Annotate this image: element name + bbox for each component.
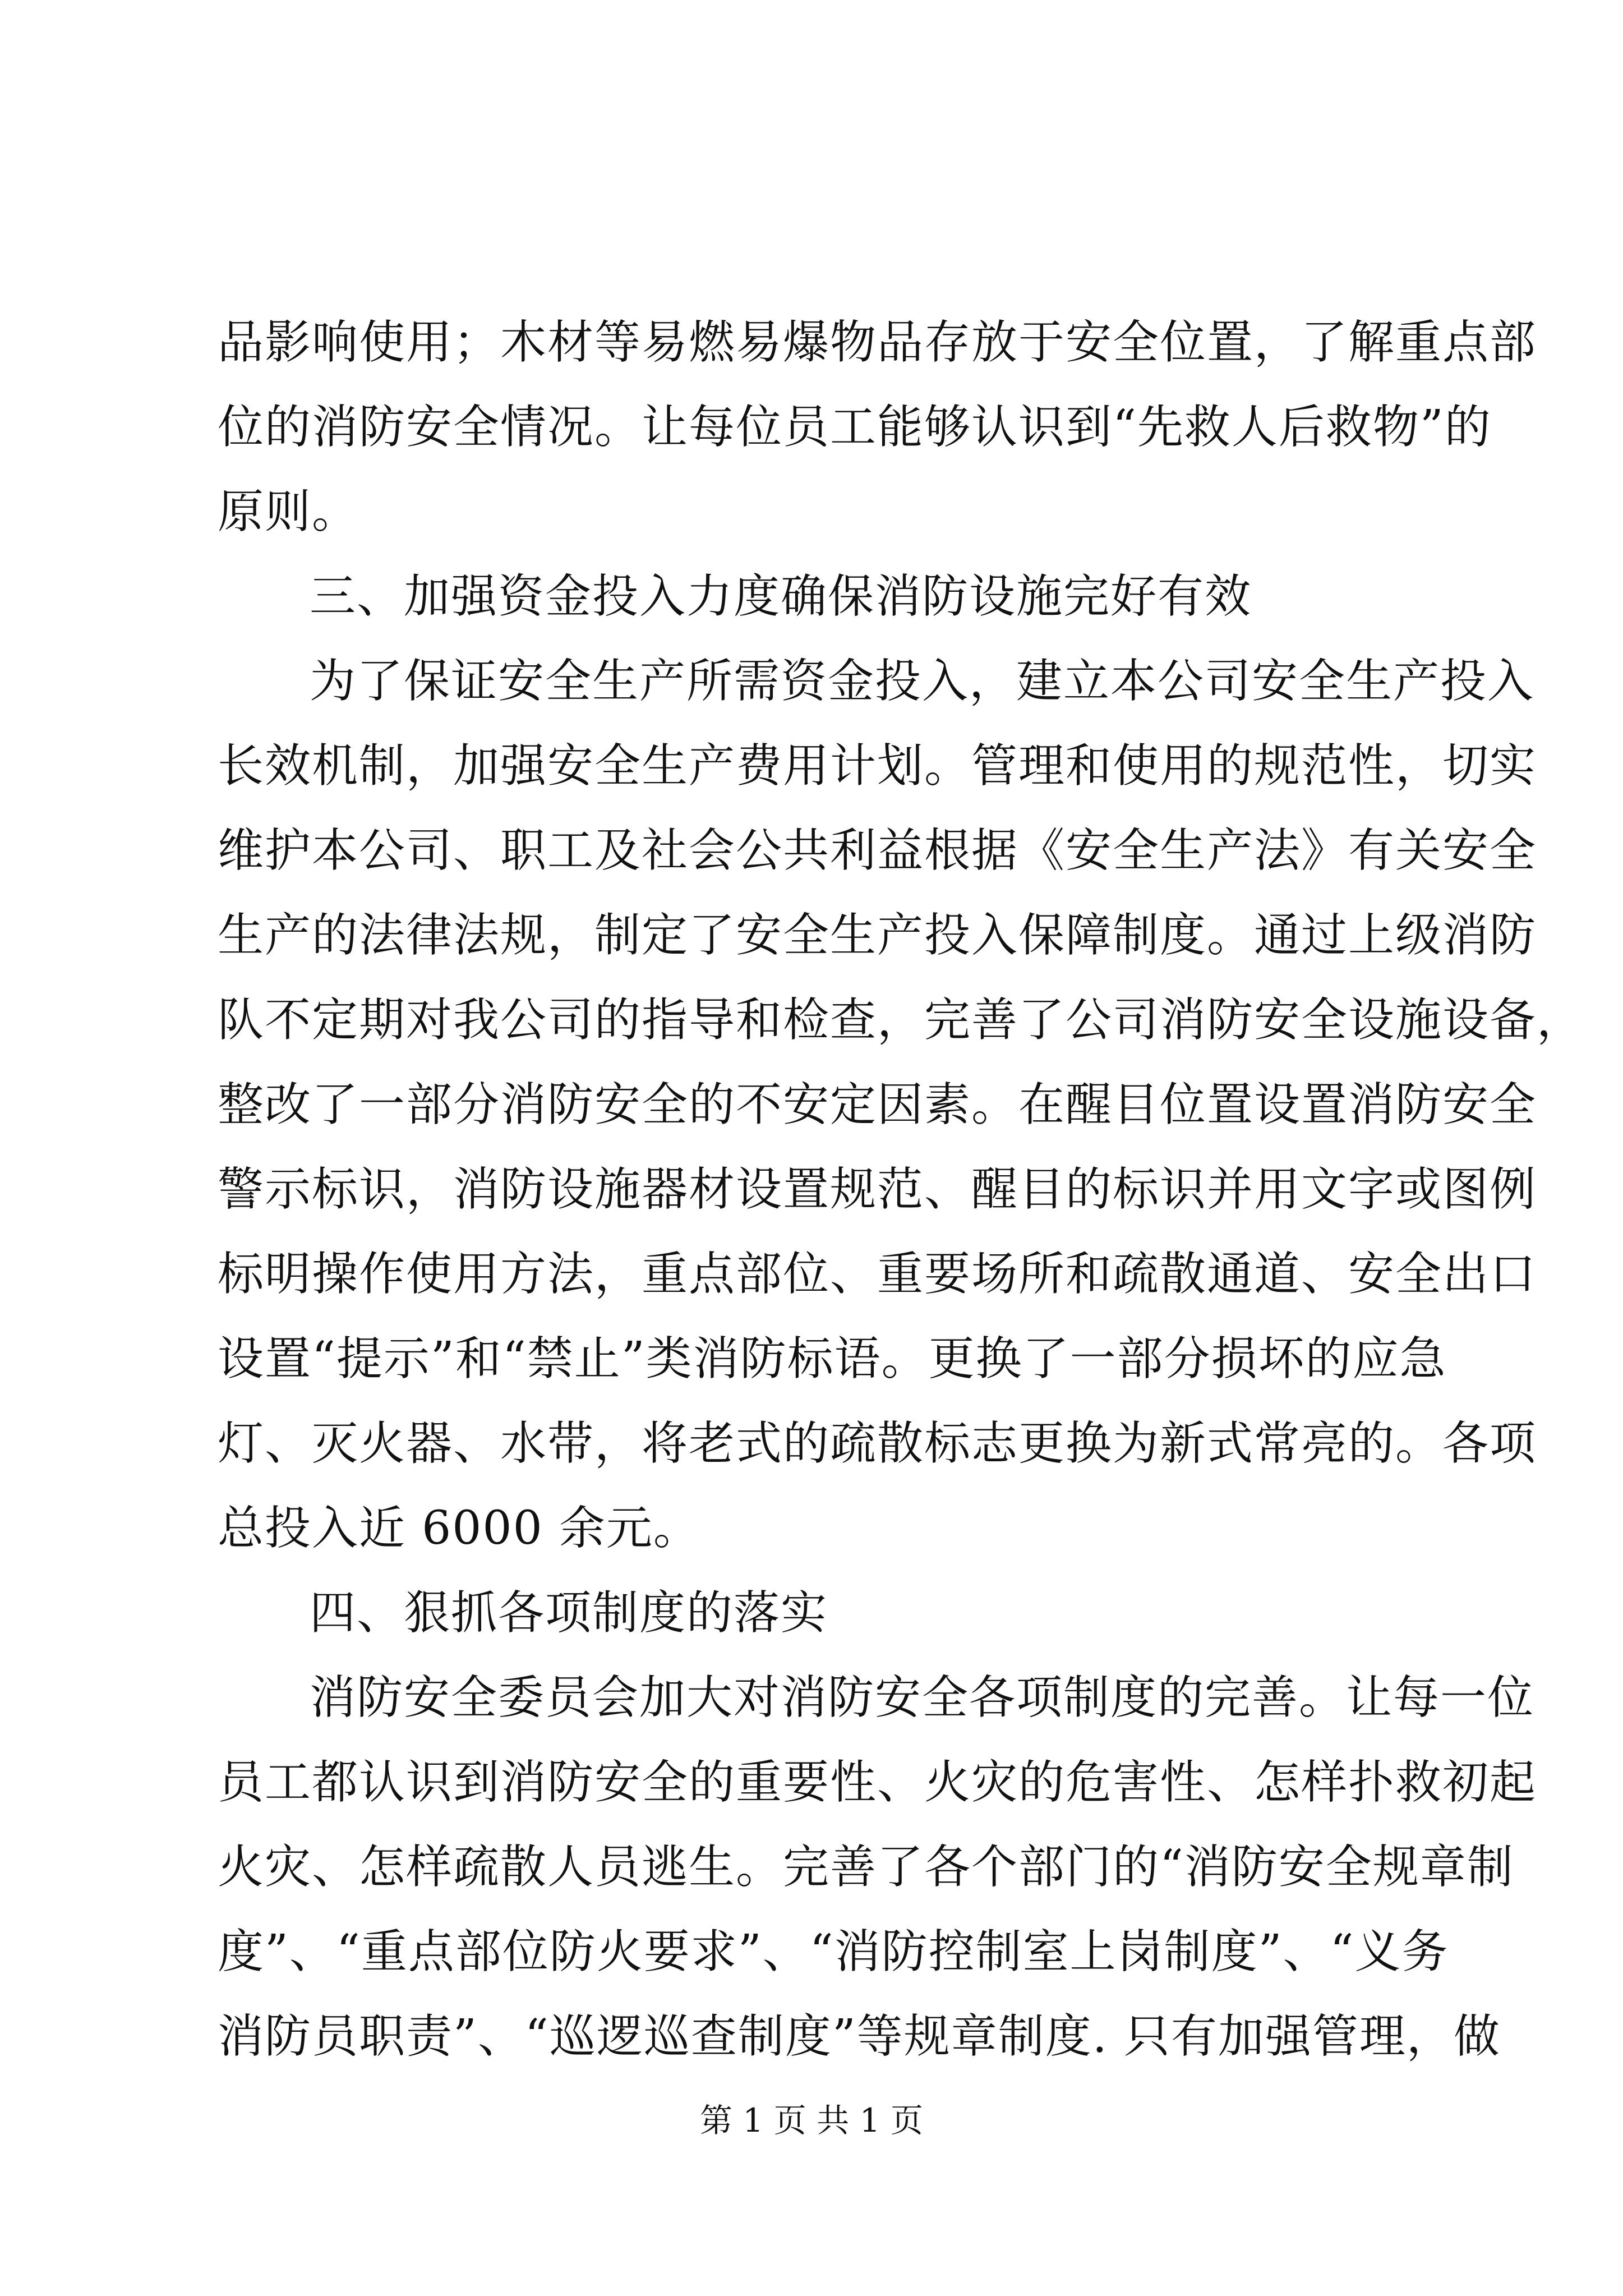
section-heading: 三、加强资金投入力度确保消防设施完好有效 (310, 570, 1252, 623)
page-footer: 第 1 页 共 1 页 (700, 2101, 923, 2139)
body-line: 整改了一部分消防安全的不安定因素。在醒目位置设置消防安全 (218, 1078, 1537, 1131)
body-line: 位的消防安全情况。让每位员工能够认识到“先救人后救物”的 (218, 401, 1492, 454)
body-line: 消防安全委员会加大对消防安全各项制度的完善。让每一位 (310, 1671, 1535, 1724)
body-line: 员工都认识到消防安全的重要性、火灾的危害性、怎样扑救初起 (218, 1756, 1537, 1809)
body-line: 警示标识，消防设施器材设置规范、醒目的标识并用文字或图例 (218, 1163, 1537, 1216)
body-line: 总投入近 6000 余元。 (218, 1502, 700, 1555)
body-line: 长效机制，加强安全生产费用计划。管理和使用的规范性，切实 (218, 739, 1537, 793)
document-body (218, 300, 1584, 2079)
body-line: 生产的法律法规，制定了安全生产投入保障制度。通过上级消防 (218, 909, 1537, 962)
body-line: 标明操作使用方法，重点部位、重要场所和疏散通道、安全出口 (218, 1248, 1537, 1301)
body-line: 度”、“重点部位防火要求”、“消防控制室上岗制度”、“义务 (218, 1925, 1449, 1978)
body-line: 维护本公司、职工及社会公共利益根据《安全生产法》有关安全 (218, 824, 1537, 877)
body-line: 火灾、怎样疏散人员逃生。完善了各个部门的“消防安全规章制 (218, 1841, 1514, 1894)
body-line: 灯、灭火器、水带，将老式的疏散标志更换为新式常亮的。各项 (218, 1417, 1537, 1470)
body-line: 原则。 (218, 485, 359, 539)
body-line: 设置“提示”和“禁止”类消防标语。更换了一部分损坏的应急 (218, 1332, 1447, 1386)
section-heading: 四、狠抓各项制度的落实 (310, 1586, 828, 1640)
body-line: 队不定期对我公司的指导和检查，完善了公司消防安全设施设备， (218, 993, 1584, 1047)
body-line: 为了保证安全生产所需资金投入，建立本公司安全生产投入 (310, 655, 1535, 708)
body-line: 消防员职责”、“巡逻巡查制度”等规章制度. 只有加强管理，做 (218, 2010, 1501, 2063)
body-line: 品影响使用；木材等易燃易爆物品存放于安全位置，了解重点部 (218, 316, 1537, 369)
